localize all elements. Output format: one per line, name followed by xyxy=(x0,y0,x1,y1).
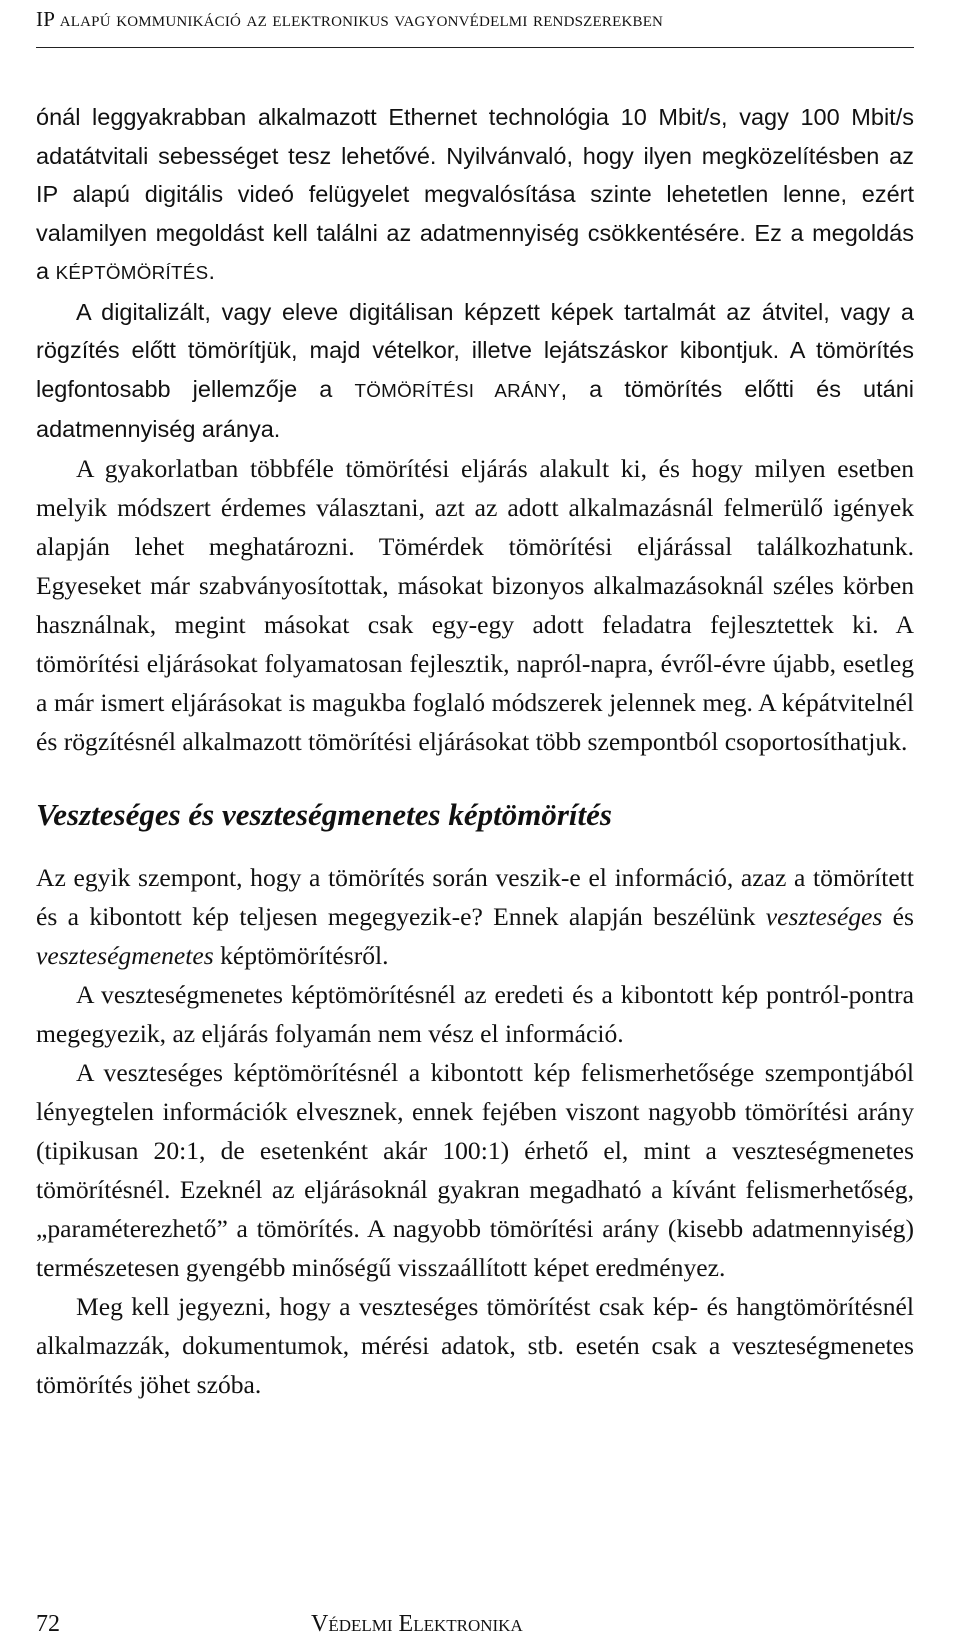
paragraph-2-text: A digitalizált, vagy eleve digitálisan képzett képek tartalmát az átvitel, vagy a rögzítés előtt tömörítjük, majd vételkor, illetve lejátszáskor kibontjuk. A tömörítés legfontosabb jellemzője a xyxy=(36,298,914,402)
header-rule xyxy=(36,47,914,48)
section-heading: Veszteséges és veszteségmenetes képtömörítés xyxy=(36,796,612,832)
paragraph-4-end: képtömörítésről. xyxy=(213,940,389,970)
paragraph-4-text: Az egyik szempont, hogy a tömörítés során veszik-e el információ, azaz a tömörített és a kibontott kép teljesen megegyezik-e? Ennek alapján beszélünk xyxy=(36,862,914,931)
emphasis-vesztesegmenetes: veszteségmenetes xyxy=(36,940,214,970)
paragraph-7: Meg kell jegyezni, hogy a veszteséges tömörítést csak kép- és hangtömörítésnél alkalmazzák, dokumentumok, mérési adatok, stb. esetén csak a veszteségmenetes tömörítés jöhet szóba. xyxy=(36,1291,914,1399)
paragraph-1-end: . xyxy=(208,258,215,284)
running-footer xyxy=(36,1604,914,1644)
paragraph-1-text: ónál leggyakrabban alkalmazott Ethernet technológia 10 Mbit/s, vagy 100 Mbit/s adatátvitali sebességet tesz lehetővé. Nyilvánvaló, hogy ilyen megközelítésben az IP alapú digitális videó felügyelet megvalósítása szinte lehetetlen lenne, ezért valamilyen megoldást kell találni az adatmennyiség csökkentésére. Ez a megoldás a xyxy=(36,104,914,284)
emphasis-veszteseges: veszteséges xyxy=(765,901,883,931)
paragraph-3: A gyakorlatban többféle tömörítési eljárás alakult ki, és hogy milyen esetben melyik módszert érdemes választani, azt az adott alkalmazásnál felmerülő igények alapján lehet meghatározni. Tömérdek tömörítési eljárással találkozhatunk. Egyeseket már szabványosítottak, másokat bizonyos alkalmazásoknál széles körben használnak, megint másokat csak egy-egy adott feladatra fejlesztettek ki. A tömörítési eljárásokat folyamatosan fejlesztik, napról-napra, évről-évre újabb, esetleg a már ismert eljárásokat is magukba foglaló módszerek jelennek meg. A képátvitelnél és rögzítésnél alkalmazott tömörítési eljárásokat több szempontból csoportosíthatjuk. xyxy=(36,453,914,756)
running-header xyxy=(36,4,936,34)
paragraph-2-end: , a tömörítés előtti és utáni adatmennyiség aránya. xyxy=(36,375,915,442)
term-keptomorites: KÉPTÖMÖRÍTÉS xyxy=(55,262,209,283)
term-tomoritesi-arany: TÖMÖRÍTÉSI ARÁNY xyxy=(354,379,561,401)
body-text xyxy=(36,98,914,1404)
paragraph-4 xyxy=(36,858,914,975)
paragraph-1 xyxy=(36,98,914,293)
publication-name: Védelmi Elektronika xyxy=(311,1611,523,1637)
running-header-title: IP alapú kommunikáció az elektronikus vagyonvédelmi rendszerekben xyxy=(36,7,664,31)
paragraph-5: A veszteségmenetes képtömörítésnél az eredeti és a kibontott kép pontról-pontra megegyezik, az eljárás folyamán nem vész el információ. xyxy=(36,979,914,1048)
paragraph-4-mid: és xyxy=(882,901,915,931)
paragraph-2 xyxy=(36,293,914,449)
page-number: 72 xyxy=(36,1611,60,1637)
paragraph-6: A veszteséges képtömörítésnél a kibontott kép felismerhetősége szempontjából lényegtelen információk elvesznek, ennek fejében viszont nagyobb tömörítési arány (tipikusan 20:1, de esetenként akár 100:1) érhető el, mint a veszteségmenetes tömörítésnél. Ezeknél az eljárásoknál gyakran megadható a kívánt felismerhetőség, „paraméterezhető” a tömörítés. A nagyobb tömörítési arány (kisebb adatmennyiség) természetesen gyengébb minőségű visszaállított képet eredményez. xyxy=(36,1057,914,1282)
